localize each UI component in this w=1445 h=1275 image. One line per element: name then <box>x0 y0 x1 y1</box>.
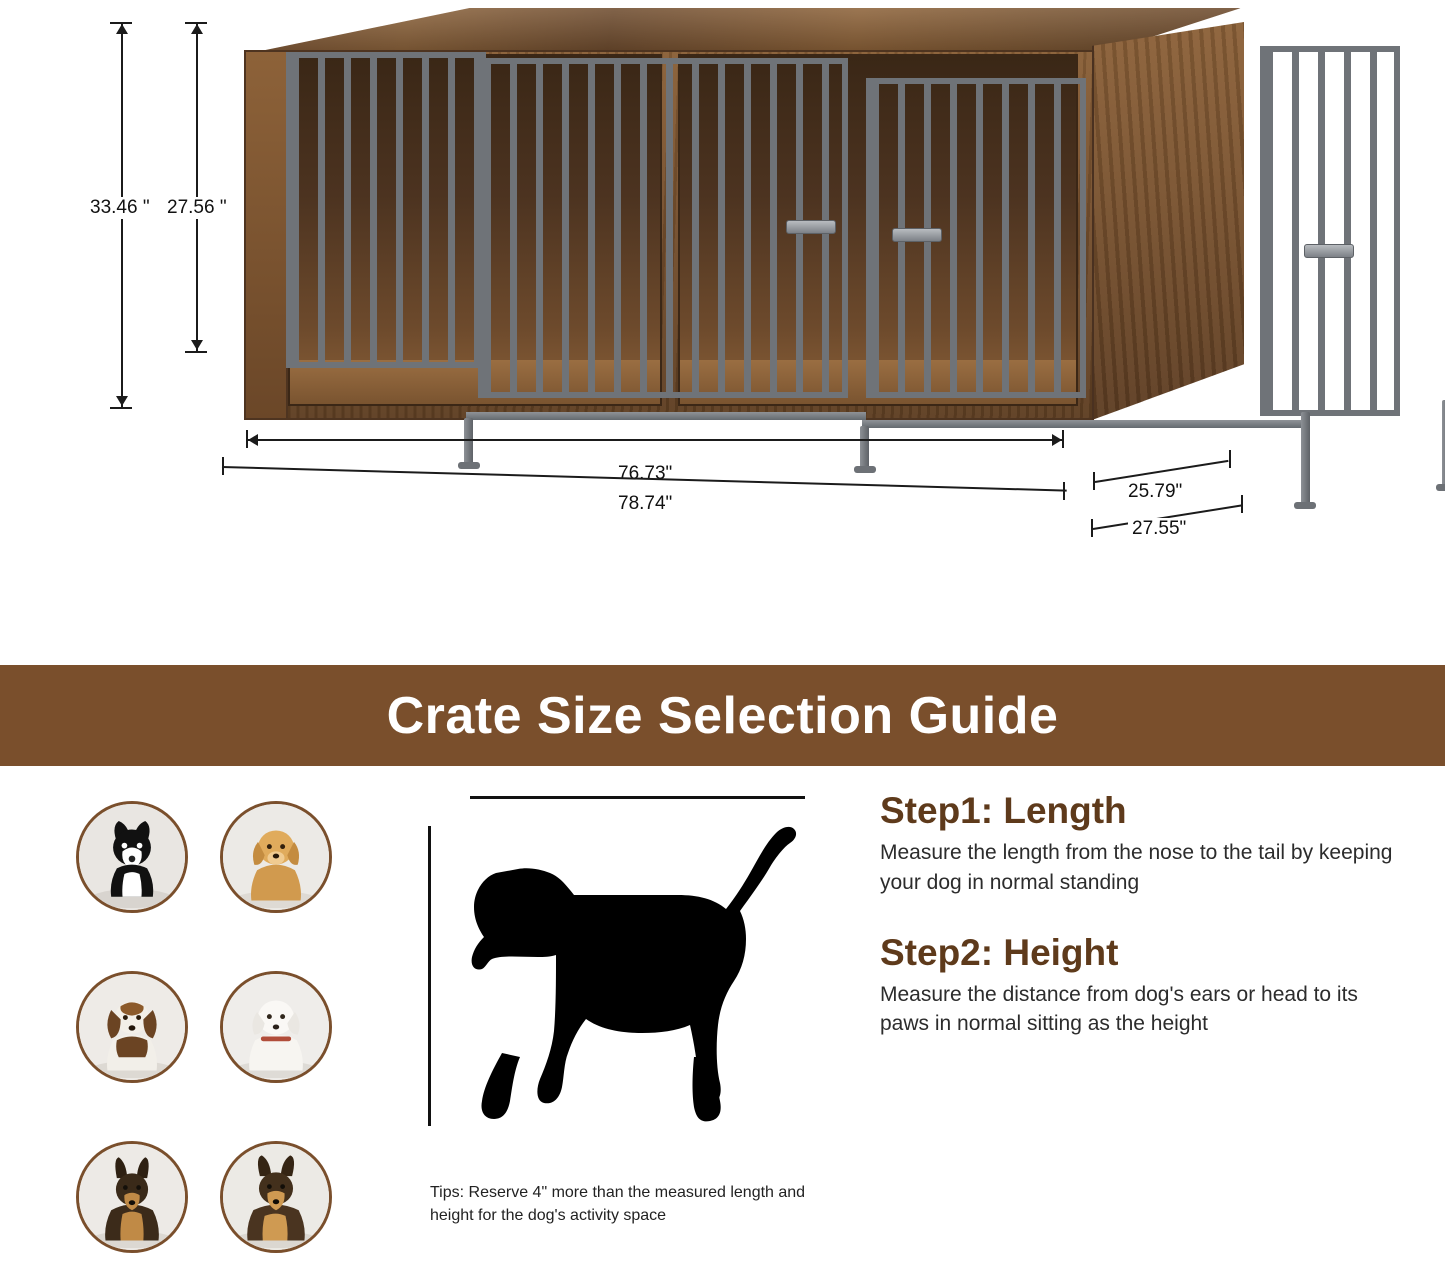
dim-depth-inner-label: 25.79" <box>1124 481 1186 503</box>
dim-length-outer-cap-right <box>1063 482 1065 500</box>
crate-bars-left-section <box>286 52 486 368</box>
white-labrador-icon <box>223 974 329 1080</box>
length-measure-line <box>470 796 805 799</box>
dim-height-outer-label: 33.46 " <box>86 197 154 219</box>
dog-photo-border-collie <box>76 801 188 913</box>
crate-side-body <box>1092 22 1244 420</box>
bottom-rail-right <box>862 420 1306 428</box>
dim-height-inner-label: 27.56 " <box>163 197 231 219</box>
dog-photo-beagle <box>76 971 188 1083</box>
door-latch-left <box>786 220 836 234</box>
dog-photo-german-shepherd-sitting <box>76 1141 188 1253</box>
steps-list <box>880 790 1400 1073</box>
dog-photo-grid <box>72 801 352 1261</box>
step-2-body: Measure the distance from dog's ears or head to its paws in normal sitting as the height <box>880 982 1358 1036</box>
dim-length-outer-cap-left <box>222 457 224 475</box>
step-1-body: Measure the length from the nose to the tail by keeping your dog in normal standing <box>880 841 1393 894</box>
crate-left-panel <box>246 52 288 418</box>
dim-depth-inner-cap-left <box>1093 472 1095 490</box>
guide-banner <box>0 665 1445 766</box>
dim-height-outer-arrow-up <box>116 24 128 34</box>
crate-leg-3 <box>1301 412 1310 504</box>
dim-depth-outer-cap-left <box>1091 519 1093 537</box>
german-shepherd-sitting-icon <box>79 1144 185 1250</box>
dim-height-outer-cap-bottom <box>110 407 132 409</box>
dog-measure-illustration <box>418 786 828 1256</box>
german-shepherd-alert-icon <box>223 1144 329 1250</box>
bottom-rail-left <box>466 412 866 420</box>
crate-foot-4 <box>1436 484 1445 491</box>
dim-height-inner-cap-bottom <box>185 351 207 353</box>
dim-height-inner-line <box>196 22 198 352</box>
dog-photo-white-labrador <box>220 971 332 1083</box>
tips-text: Tips: Reserve 4" more than the measured length and height for the dog's activity space <box>430 1184 806 1225</box>
dog-photo-german-shepherd-alert <box>220 1141 332 1253</box>
crate-leg-2 <box>860 426 869 468</box>
dim-length-inner-arrow-left <box>248 434 258 446</box>
bars-pattern-side <box>1266 52 1394 410</box>
height-measure-line <box>428 826 431 1126</box>
dim-height-outer-arrow-down <box>116 396 128 406</box>
border-collie-icon <box>79 804 185 910</box>
dim-length-inner-arrow-right <box>1052 434 1062 446</box>
crate-foot-2 <box>854 466 876 473</box>
dim-depth-outer-cap-right <box>1241 495 1243 513</box>
crate-foot-1 <box>458 462 480 469</box>
crate-leg-1 <box>464 418 473 464</box>
dim-length-inner-line <box>246 439 1064 441</box>
crate-illustration <box>226 8 1241 528</box>
door-latch-right <box>1304 244 1354 258</box>
crate-foot-3 <box>1294 502 1316 509</box>
dim-length-inner-label: 76.73" <box>614 463 676 485</box>
dim-length-inner-cap-right <box>1062 430 1064 448</box>
dim-length-outer-label: 78.74" <box>614 493 676 515</box>
step-2-title: Step2: Height <box>880 931 1119 973</box>
golden-retriever-icon <box>223 804 329 910</box>
size-selection-guide <box>0 766 1445 1275</box>
dim-depth-inner-cap-right <box>1229 450 1231 468</box>
bars-pattern <box>292 58 480 362</box>
dog-photo-golden-retriever <box>220 801 332 913</box>
crate-bars-right-section <box>1260 46 1400 416</box>
banner-title: Crate Size Selection Guide <box>386 686 1059 745</box>
crate-top-highlight <box>226 8 1241 54</box>
dim-height-inner-arrow-down <box>191 340 203 350</box>
beagle-icon <box>79 974 185 1080</box>
door-latch-center <box>892 228 942 242</box>
step-1-title: Step1: Length <box>880 790 1127 831</box>
dog-silhouette-icon <box>458 821 818 1136</box>
dim-depth-outer-label: 27.55" <box>1128 518 1190 540</box>
dim-height-inner-arrow-up <box>191 24 203 34</box>
